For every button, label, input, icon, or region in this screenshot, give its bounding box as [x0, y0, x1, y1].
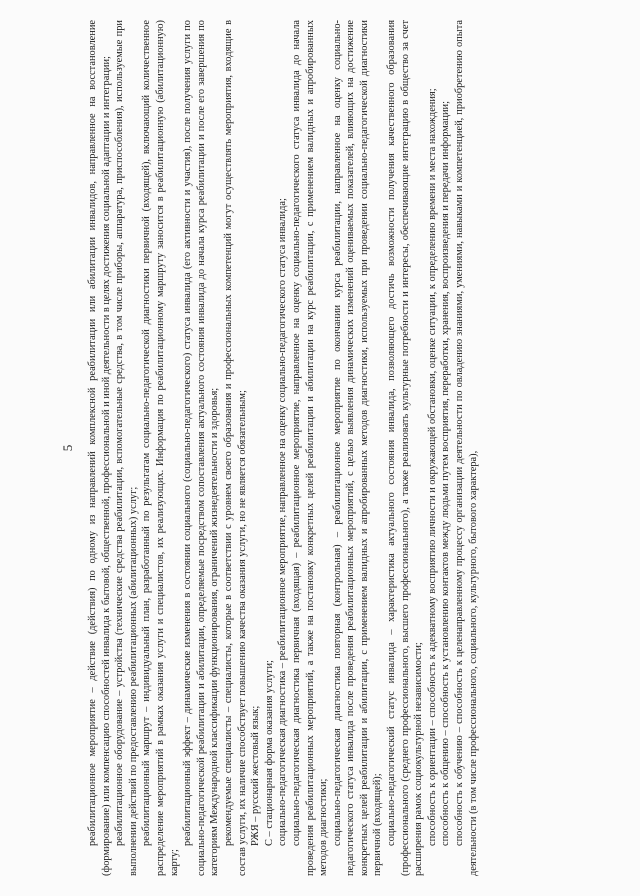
definition-text: – способность к установлению контактов между людьми путем восприятия, переработки, хранения, воспроизведения и передачи информации;: [440, 101, 452, 739]
definition-term: рекомендуемые специалисты: [222, 715, 234, 846]
definition-term: С: [263, 839, 275, 846]
definition-paragraph: [249, 20, 263, 876]
definition-term: социально-педагогическая диагностика первичная (входящая): [290, 562, 302, 846]
definition-term: реабилитационный эффект: [182, 725, 194, 846]
definition-text: – динамические изменения в состоянии социального (социально-педагогического) статуса инвалида (его активности и участия), после получения услуги по социально-педагогической реабилитации и абилитации, определяемые посредством сопоставления актуального состояния инвалида до начала курса реабилитации и после его завершения по категориям Международной классификации функционирования, ограничений жизнедеятельности и здоровья;: [182, 20, 221, 876]
definition-text: – действие (действия) по одному из направлений комплексной реабилитации или абилитации инвалидов, направленное на восстановление (формирование) или компенсацию способностей инвалида к бытовой, общественной, профессиональной и иной деятельности в целях достижения социальной адаптации и интеграции;: [87, 19, 112, 876]
definition-text: – стационарная форма оказания услуги;: [263, 660, 275, 840]
definition-term: социально-педагогическая диагностика: [277, 670, 289, 846]
definition-term: реабилитационный маршрут: [141, 716, 153, 846]
definition-text: – устройства (технические средства реабилитации, вспомогательные средства, в том числе приборы, аппаратура, приспособления), используемые при выполнении действий по предоставлению реабилитационных (абилитационных) услуг;: [114, 20, 139, 876]
definition-paragraph: [276, 20, 290, 876]
definition-paragraph: [385, 20, 426, 876]
definition-term: способность к обучению: [454, 735, 466, 846]
definition-paragraph: [263, 20, 277, 876]
definition-paragraph: [113, 20, 140, 876]
definition-paragraph: [222, 20, 249, 876]
definition-paragraph: [140, 20, 181, 876]
definition-term: социально-педагогическая диагностика повторная (контрольная): [331, 544, 343, 846]
definition-text: – характеристика актуального состояния инвалида, позволяющего достичь возможности получения качественного образования (профессионального (среднего профессионального, высшего профессионального), а также реализовать культурные потребности и интересы, обеспечивающие интеграцию в общество за счет расширения рамок социокультурной независимости;: [386, 20, 425, 876]
definition-text: – реабилитационное мероприятие по окончании курса реабилитации, направленное на оценку социально-педагогического статуса инвалида после проведения реабилитационных мероприятий, с целью выявления динамических изменений оцениваемых показателей, влияющих на достижение конкретных целей реабилитации и абилитации, с применением валидных и апробированных методов диагностики, используемых при проведении социально-педагогической диагностики первичной (входящей);: [331, 20, 384, 876]
definition-text: – способность к целенаправленному процессу организации деятельности по овладению знаниями, умениями, навыками и компетенцией, приобретению опыта деятельности (в том числе профессионального, социального, культурного, бытового характера),: [454, 19, 479, 876]
definition-term: социально-педагогический статус инвалида: [386, 642, 398, 846]
definition-text: – русский жестовый язык;: [250, 705, 262, 825]
definition-paragraph: [290, 20, 331, 876]
definition-term: способность к общению: [440, 738, 452, 846]
definition-text: – реабилитационное мероприятие, направленное на оценку социально-педагогического статуса инвалида;: [277, 198, 289, 671]
definition-paragraph: [181, 20, 222, 876]
definition-paragraph: [439, 20, 453, 876]
definition-text: – специалисты, которые в соответствии с уровнем своего образования и профессиональных компетенций могут осуществлять мероприятия, входящие в состав услуги, их наличие способствует повышению качества оказания услуги, но не является обязательным;: [222, 20, 248, 876]
definition-term: реабилитационное оборудование: [114, 699, 126, 846]
definition-text: – индивидуальный план, разработанный по результатам социально-педагогической диагностики первичной (входящей), включающий количественное распределение мероприятий в рамках оказания услуги и специалистов, их реализующих. Информация по реабилитационному маршруту заносится в реабилитационную (абилитационную) карту;: [141, 20, 180, 876]
definition-term: РЖЯ: [250, 824, 262, 846]
definition-text: – способность к адекватному восприятию личности и окружающей обстановки, оценке ситуации, к определению времени и места нахождения;: [426, 88, 438, 729]
page-number: 5: [60, 444, 75, 452]
rotated-document: [60, 20, 590, 876]
definitions-list: [86, 20, 480, 876]
definition-paragraph: [331, 20, 385, 876]
definition-paragraph: [453, 20, 480, 876]
definition-paragraph: [426, 20, 440, 876]
definition-paragraph: [86, 20, 113, 876]
definition-text: – реабилитационное мероприятие, направленное на оценку социально-педагогического статуса инвалида до начала проведения реабилитационных мероприятий, а также на постановку конкретных целей реабилитации и абилитации на курс реабилитации, с применением валидных и апробированных методов диагностики;: [290, 20, 330, 876]
definition-term: способность к ориентации: [426, 728, 438, 846]
definition-term: реабилитационное мероприятие: [87, 699, 98, 846]
